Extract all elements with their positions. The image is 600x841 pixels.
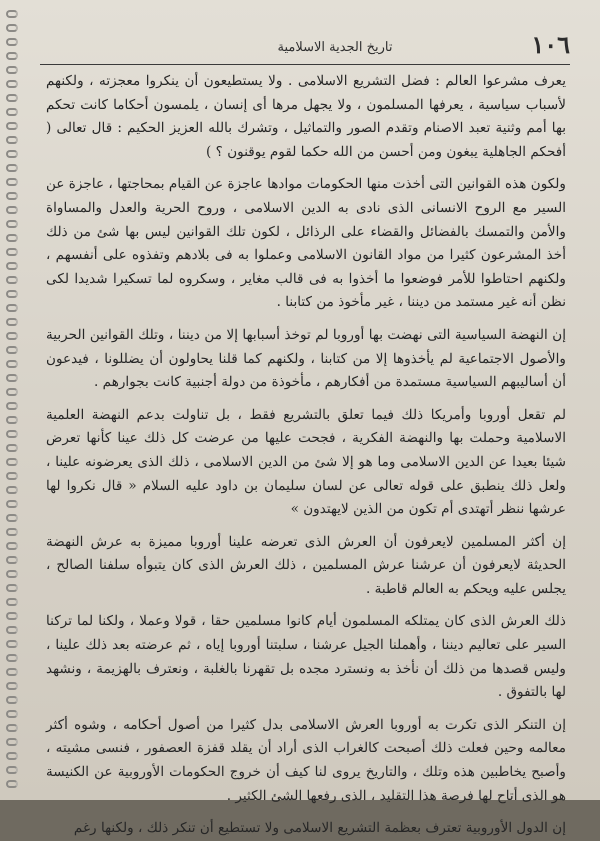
binding-ring	[6, 682, 18, 690]
binding-ring	[6, 710, 18, 718]
binding-ring	[6, 738, 18, 746]
binding-ring	[6, 430, 18, 438]
binding-ring	[6, 290, 18, 298]
binding-ring	[6, 332, 18, 340]
binding-ring	[6, 654, 18, 662]
binding-ring	[6, 570, 18, 578]
binding-ring	[6, 626, 18, 634]
body-text	[46, 70, 566, 837]
running-title: تاريخ الجدية الاسلامية	[277, 40, 393, 55]
binding-ring	[6, 192, 18, 200]
binding-ring	[6, 80, 18, 88]
binding-ring	[6, 528, 18, 536]
binding-ring	[6, 150, 18, 158]
binding-ring	[6, 374, 18, 382]
binding-ring	[6, 612, 18, 620]
binding-ring	[6, 94, 18, 102]
binding-ring	[6, 598, 18, 606]
binding-ring	[6, 472, 18, 480]
binding-ring	[6, 500, 18, 508]
binding-ring	[6, 724, 18, 732]
binding-ring	[6, 416, 18, 424]
page-header	[40, 30, 570, 65]
binding-ring	[6, 52, 18, 60]
binding-ring	[6, 360, 18, 368]
binding-ring	[6, 542, 18, 550]
binding-ring	[6, 164, 18, 172]
binding-ring	[6, 668, 18, 676]
binding-ring	[6, 444, 18, 452]
binding-ring	[6, 24, 18, 32]
binding-ring	[6, 318, 18, 326]
paragraph: يعرف مشرعوا العالم : فضل التشريع الاسلامى . ولا يستطيعون أن ينكروا معجزته ، ولكنهم لأسباب سياسية ، يعرفها المسلمون ، ولا يجهل مرها أى إنسان ، يلمسون أحكاما كانت تحكم بها أمم وثنية تعبد الاصنام وتقدم الصور والتماثيل ، وتشرك بالله العزيز الحكيم : قال تعالى ( أفحكم الجاهلية يبغون ومن أحسن من الله حكما لقوم يوقنون ؟ )	[46, 73, 566, 160]
binding-ring	[6, 66, 18, 74]
binding-ring	[6, 38, 18, 46]
spiral-binding	[0, 0, 22, 800]
binding-ring	[6, 514, 18, 522]
binding-ring	[6, 696, 18, 704]
binding-ring	[6, 178, 18, 186]
binding-ring	[6, 556, 18, 564]
binding-ring	[6, 10, 18, 18]
paragraph: لم تقعل أوروبا وأمريكا ذلك فيما تعلق بالتشريع فقط ، بل تناولت بدعم النهضة العلمية الاسلامية وحملت بها والنهضة الفكرية ، فجحت عليها من عرضت كل ذلك عينا كأنها تعرض شيئا بعيدا عن الدين الاسلامى وما هو إلا شئ من الدين الاسلامى ، ذلك الذى يعرضونه علينا ، ولعل ذلك ينطبق على قوله تعالى عن لسان سليمان بن داود عليه السلام « قال نكروا لها عرشها ننظر أتهتدى أم تكون من الذين لايهتدون »	[46, 406, 566, 518]
binding-ring	[6, 766, 18, 774]
binding-ring	[6, 122, 18, 130]
binding-ring	[6, 388, 18, 396]
binding-ring	[6, 136, 18, 144]
binding-ring	[6, 486, 18, 494]
binding-ring	[6, 276, 18, 284]
binding-ring	[6, 234, 18, 242]
binding-ring	[6, 304, 18, 312]
binding-ring	[6, 640, 18, 648]
paragraph: إن النهضة السياسية التى نهضت بها أوروبا لم توخذ أسبابها إلا من ديننا ، وتلك القوانين الحربية والأصول الاجتماعية لم يأخذوها إلا من كتابنا ، ولكنهم كما قلنا يحاولون أن يضللونا ، فيدعون أن أساليبهم السياسية مستمدة من أفكارهم ، مأخوذة من دولة أجنبية كانت بجوارهم .	[46, 326, 566, 391]
binding-ring	[6, 220, 18, 228]
binding-ring	[6, 262, 18, 270]
paragraph: ولكون هذه القوانين التى أخذت منها الحكومات موادها عاجزة عن القيام بمحاجتها ، عاجزة عن السير مع الروح الانسانى الذى نادى به الدين الاسلامى ، وروح الحرية والعدل والمساواة والأمن والتمسك بالفضائل والقضاء على الرذائل ، لكون تلك القوانين ليس بها شئ من ذلك أخذ المشرعون كثيرا من مواد القانون الاسلامى وعملوا به فى بلادهم وتفذوه على أنفسهم ، ولكنهم احتاطوا للأمر فوضعوا ما أخذوا به فى قالب مغاير ، وسكروه لما تسكيرا شديدا لكى نظن أنه غير مستمد من ديننا ، غير مأخوذ من كتابنا .	[46, 176, 566, 311]
binding-ring	[6, 346, 18, 354]
binding-ring	[6, 248, 18, 256]
binding-ring	[6, 752, 18, 760]
page-number: ١٠٦	[531, 30, 570, 59]
binding-ring	[6, 458, 18, 466]
paragraph: إن أكثر المسلمين لايعرفون أن العرش الذى تعرضه علينا أوروبا مميزة به عرش النهضة الحديثة لايعرفون أن عرشنا عرش المسلمين ، ذلك العرش الذى كان يتبوأه سلفنا الصالح ، يجلس عليه ويحكم به العالم قاطبة .	[46, 533, 566, 597]
paragraph: إن الدول الأوروبية تعترف بعظمة التشريع الاسلامى ولا تستطيع أن تنكر ذلك ، ولكنها رغم	[73, 820, 566, 837]
binding-ring	[6, 108, 18, 116]
binding-ring	[6, 402, 18, 410]
binding-ring	[6, 780, 18, 788]
paragraph: ذلك العرش الذى كان يمتلكه المسلمون أيام كانوا مسلمين حقا ، قولا وعملا ، ولكنا لما تركنا السير على تعاليم ديننا ، وأهملنا الجيل عرشنا ، سلبتنا أوروبا إياه ، ثم عرضته بعد ذلك علينا ، وليس قصدها من ذلك أن نأخذ به ونسترد مجده بل تقهرنا بالغلبة ، ونعترف بالهزيمة ، ونشهد لها بالتفوق .	[46, 613, 566, 701]
binding-ring	[6, 206, 18, 214]
binding-ring	[6, 584, 18, 592]
paragraph: إن التنكر الذى تكرت به أوروبا العرش الاسلامى بدل كثيرا من أصول أحكامه ، وشوه أكثر معالمه وحين فعلت ذلك أصبحت كالغراب الذى أراد أن يقلد قفزة العصفور ، فنسى مشيته ، وأصبح يخاطبين هذه وتلك ، والتاريخ يروى لنا كيف أن خروج الحكومات الأوروبية عن الكنيسة هو الذى أتاح لها فرصة هذا التقليد ، الذى رفعها الشئ الكثير .	[46, 716, 566, 804]
